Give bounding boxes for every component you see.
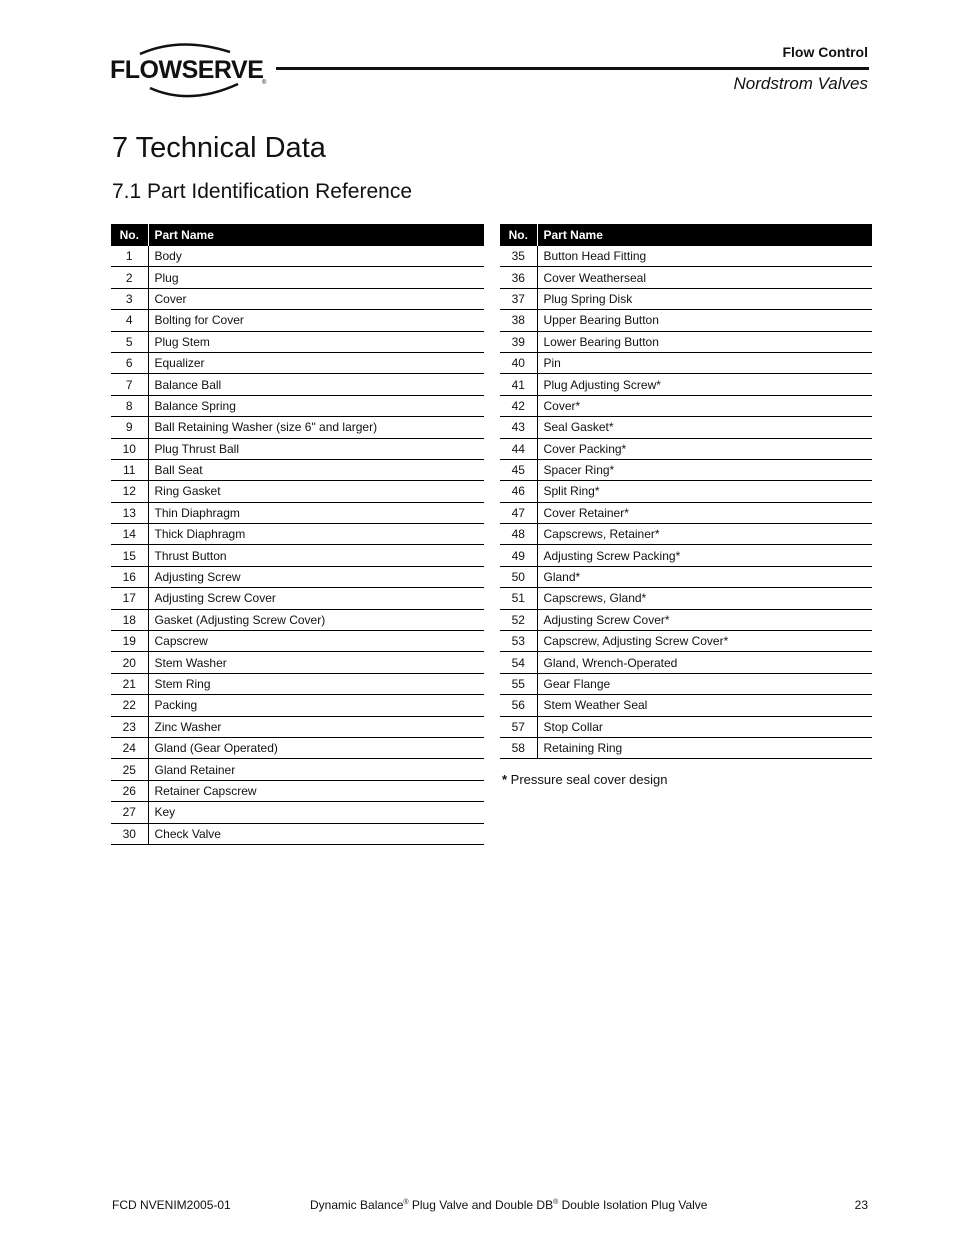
- parts-table-right: [500, 224, 872, 759]
- part-name: Plug Adjusting Screw*: [537, 374, 872, 395]
- table-row: [500, 395, 872, 416]
- part-number: 45: [500, 459, 537, 480]
- table-row: [111, 588, 484, 609]
- part-number: 40: [500, 352, 537, 373]
- part-number: 23: [111, 716, 148, 737]
- footer-title-part: Double Isolation Plug Valve: [558, 1198, 708, 1212]
- part-name: Stem Weather Seal: [537, 695, 872, 716]
- table-row: [500, 417, 872, 438]
- part-name: Bolting for Cover: [148, 310, 484, 331]
- part-number: 46: [500, 481, 537, 502]
- part-number: 19: [111, 631, 148, 652]
- table-row: [111, 566, 484, 587]
- part-name: Gear Flange: [537, 673, 872, 694]
- footnote-mark: *: [502, 772, 508, 787]
- part-number: 49: [500, 545, 537, 566]
- table-row: [500, 524, 872, 545]
- part-name: Zinc Washer: [148, 716, 484, 737]
- table-row: [500, 459, 872, 480]
- table-row: [500, 267, 872, 288]
- footer-title-part: Plug Valve and Double DB: [408, 1198, 554, 1212]
- table-row: [111, 802, 484, 823]
- part-name: Upper Bearing Button: [537, 310, 872, 331]
- part-number: 39: [500, 331, 537, 352]
- table-row: [500, 716, 872, 737]
- part-name: Stem Washer: [148, 652, 484, 673]
- part-name: Check Valve: [148, 823, 484, 844]
- part-number: 47: [500, 502, 537, 523]
- part-name: Split Ring*: [537, 481, 872, 502]
- column-header-part-name: Part Name: [537, 224, 872, 246]
- part-number: 13: [111, 502, 148, 523]
- part-number: 14: [111, 524, 148, 545]
- table-row: [500, 331, 872, 352]
- part-number: 5: [111, 331, 148, 352]
- part-name: Button Head Fitting: [537, 246, 872, 267]
- footer-registered-mark: ®: [403, 1199, 409, 1206]
- part-name: Plug Stem: [148, 331, 484, 352]
- table-row: [111, 310, 484, 331]
- part-name: Pin: [537, 352, 872, 373]
- part-number: 24: [111, 737, 148, 758]
- part-name: Thick Diaphragm: [148, 524, 484, 545]
- part-name: Retainer Capscrew: [148, 780, 484, 801]
- table-row: [111, 438, 484, 459]
- part-number: 6: [111, 352, 148, 373]
- table-row: [500, 374, 872, 395]
- table-row: [111, 524, 484, 545]
- part-name: Seal Gasket*: [537, 417, 872, 438]
- part-number: 17: [111, 588, 148, 609]
- footnote-text: Pressure seal cover design: [507, 772, 668, 787]
- table-row: [111, 331, 484, 352]
- footer-doc-title: [310, 1198, 707, 1212]
- part-name: Thin Diaphragm: [148, 502, 484, 523]
- division-label: Flow Control: [782, 44, 868, 60]
- table-row: [111, 502, 484, 523]
- table-row: [500, 352, 872, 373]
- part-number: 51: [500, 588, 537, 609]
- part-name: Cover Weatherseal: [537, 267, 872, 288]
- table-row: [500, 246, 872, 267]
- brand-label: Nordstrom Valves: [733, 74, 868, 93]
- table-row: [111, 716, 484, 737]
- table-row: [111, 417, 484, 438]
- part-number: 56: [500, 695, 537, 716]
- table-row: [500, 481, 872, 502]
- part-number: 54: [500, 652, 537, 673]
- table-row: [500, 288, 872, 309]
- part-number: 27: [111, 802, 148, 823]
- footer-title-part: Dynamic Balance: [310, 1198, 404, 1212]
- part-name: Ball Seat: [148, 459, 484, 480]
- part-name: Body: [148, 246, 484, 267]
- part-name: Thrust Button: [148, 545, 484, 566]
- logo-registered-mark: ®: [262, 80, 267, 86]
- footer-registered-mark: ®: [553, 1199, 559, 1206]
- table-row: [500, 737, 872, 758]
- part-number: 9: [111, 417, 148, 438]
- table-header-row: [500, 224, 872, 246]
- table-row: [500, 566, 872, 587]
- table-row: [111, 673, 484, 694]
- table-row: [111, 352, 484, 373]
- part-number: 11: [111, 459, 148, 480]
- part-number: 12: [111, 481, 148, 502]
- part-number: 48: [500, 524, 537, 545]
- part-number: 2: [111, 267, 148, 288]
- table-row: [111, 545, 484, 566]
- part-number: 3: [111, 288, 148, 309]
- part-number: 35: [500, 246, 537, 267]
- part-name: Gland Retainer: [148, 759, 484, 780]
- part-number: 18: [111, 609, 148, 630]
- part-name: Capscrews, Gland*: [537, 588, 872, 609]
- part-number: 52: [500, 609, 537, 630]
- part-name: Plug Thrust Ball: [148, 438, 484, 459]
- part-name: Stop Collar: [537, 716, 872, 737]
- part-number: 42: [500, 395, 537, 416]
- part-name: Adjusting Screw Packing*: [537, 545, 872, 566]
- part-name: Retaining Ring: [537, 737, 872, 758]
- part-name: Ring Gasket: [148, 481, 484, 502]
- table-row: [500, 673, 872, 694]
- column-header-no: No.: [500, 224, 537, 246]
- part-name: Gland (Gear Operated): [148, 737, 484, 758]
- part-name: Gland*: [537, 566, 872, 587]
- part-name: Cover: [148, 288, 484, 309]
- section-title: 7 Technical Data: [112, 132, 326, 164]
- part-number: 22: [111, 695, 148, 716]
- table-row: [111, 481, 484, 502]
- table-row: [111, 652, 484, 673]
- part-name: Capscrew, Adjusting Screw Cover*: [537, 631, 872, 652]
- part-name: Balance Ball: [148, 374, 484, 395]
- part-name: Cover*: [537, 395, 872, 416]
- part-number: 43: [500, 417, 537, 438]
- part-name: Plug: [148, 267, 484, 288]
- part-number: 25: [111, 759, 148, 780]
- part-number: 7: [111, 374, 148, 395]
- table-row: [500, 438, 872, 459]
- table-row: [111, 780, 484, 801]
- part-number: 41: [500, 374, 537, 395]
- table-row: [111, 246, 484, 267]
- header-rule: [276, 67, 869, 70]
- part-number: 50: [500, 566, 537, 587]
- table-row: [111, 823, 484, 844]
- part-number: 38: [500, 310, 537, 331]
- section-subtitle: 7.1 Part Identification Reference: [112, 180, 413, 203]
- part-number: 21: [111, 673, 148, 694]
- flowserve-logo: [110, 40, 270, 102]
- footer-page-number: 23: [854, 1198, 868, 1212]
- part-number: 16: [111, 566, 148, 587]
- part-number: 53: [500, 631, 537, 652]
- parts-table-left: [111, 224, 484, 845]
- table-row: [500, 588, 872, 609]
- part-number: 8: [111, 395, 148, 416]
- table-row: [111, 609, 484, 630]
- part-number: 57: [500, 716, 537, 737]
- part-number: 55: [500, 673, 537, 694]
- part-name: Adjusting Screw Cover*: [537, 609, 872, 630]
- part-number: 20: [111, 652, 148, 673]
- part-number: 10: [111, 438, 148, 459]
- part-name: Adjusting Screw Cover: [148, 588, 484, 609]
- part-name: Gasket (Adjusting Screw Cover): [148, 609, 484, 630]
- part-number: 36: [500, 267, 537, 288]
- table-row: [111, 288, 484, 309]
- part-name: Lower Bearing Button: [537, 331, 872, 352]
- part-name: Key: [148, 802, 484, 823]
- part-name: Spacer Ring*: [537, 459, 872, 480]
- part-number: 44: [500, 438, 537, 459]
- part-number: 58: [500, 737, 537, 758]
- table-row: [500, 310, 872, 331]
- column-header-no: No.: [111, 224, 148, 246]
- part-name: Capscrew: [148, 631, 484, 652]
- part-number: 15: [111, 545, 148, 566]
- part-name: Plug Spring Disk: [537, 288, 872, 309]
- table-row: [500, 502, 872, 523]
- table-row: [111, 459, 484, 480]
- footnote: [502, 772, 667, 787]
- part-name: Equalizer: [148, 352, 484, 373]
- table-row: [111, 267, 484, 288]
- table-row: [111, 395, 484, 416]
- part-name: Ball Retaining Washer (size 6" and larger): [148, 417, 484, 438]
- part-number: 26: [111, 780, 148, 801]
- footer-doc-code: FCD NVENIM2005-01: [112, 1198, 231, 1212]
- part-number: 30: [111, 823, 148, 844]
- table-row: [111, 759, 484, 780]
- table-row: [111, 374, 484, 395]
- table-row: [500, 631, 872, 652]
- part-name: Stem Ring: [148, 673, 484, 694]
- table-row: [111, 631, 484, 652]
- table-header-row: [111, 224, 484, 246]
- part-name: Balance Spring: [148, 395, 484, 416]
- part-name: Cover Retainer*: [537, 502, 872, 523]
- table-row: [500, 609, 872, 630]
- table-row: [500, 695, 872, 716]
- part-name: Adjusting Screw: [148, 566, 484, 587]
- part-name: Capscrews, Retainer*: [537, 524, 872, 545]
- part-name: Gland, Wrench-Operated: [537, 652, 872, 673]
- table-row: [111, 695, 484, 716]
- column-header-part-name: Part Name: [148, 224, 484, 246]
- table-row: [111, 737, 484, 758]
- part-number: 37: [500, 288, 537, 309]
- part-number: 4: [111, 310, 148, 331]
- table-row: [500, 652, 872, 673]
- part-name: Cover Packing*: [537, 438, 872, 459]
- part-number: 1: [111, 246, 148, 267]
- table-row: [500, 545, 872, 566]
- logo-wordmark: FLOWSERVE: [110, 56, 264, 84]
- part-name: Packing: [148, 695, 484, 716]
